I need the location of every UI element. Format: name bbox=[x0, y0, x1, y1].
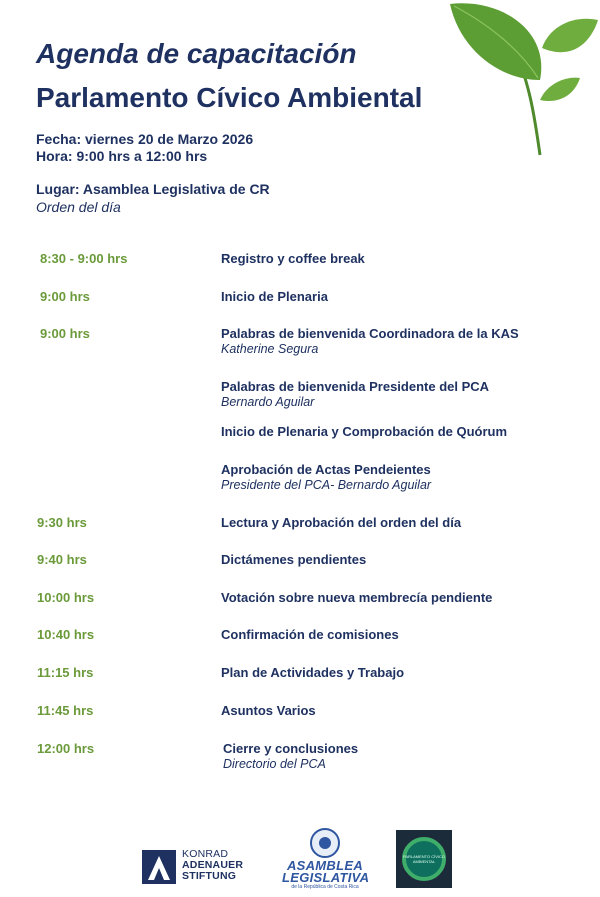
event-date: Fecha: viernes 20 de Marzo 2026 bbox=[36, 131, 254, 147]
agenda-activity-title: Palabras de bienvenida Presidente del PCA bbox=[221, 379, 490, 394]
page-subtitle: Parlamento Cívico Ambiental bbox=[36, 82, 423, 113]
agenda-activity: Votación sobre nueva membrecía pendiente bbox=[221, 590, 493, 605]
kas-logo-mark bbox=[142, 850, 176, 884]
asamblea-seal-icon bbox=[310, 828, 340, 858]
leaves-decoration bbox=[440, 0, 600, 160]
kas-logo bbox=[142, 850, 254, 886]
agenda-activity: Registro y coffee break bbox=[221, 251, 365, 266]
pca-logo-text: PARLAMENTO CÍVICO AMBIENTAL bbox=[402, 854, 446, 864]
agenda-time: 9:00 hrs bbox=[40, 326, 90, 341]
agenda-activity: Inicio de Plenaria y Comprobación de Quórum bbox=[221, 424, 508, 439]
page-title: Agenda de capacitación bbox=[36, 38, 357, 69]
agenda-speaker: Katherine Segura bbox=[221, 342, 319, 356]
kas-logo-text: KONRAD ADENAUER STIFTUNG bbox=[182, 848, 244, 882]
event-time: Hora: 9:00 hrs a 12:00 hrs bbox=[36, 148, 208, 164]
agenda-activity-title: Palabras de bienvenida Coordinadora de la KAS bbox=[221, 326, 519, 341]
agenda-time: 11:45 hrs bbox=[37, 703, 94, 718]
pca-logo bbox=[396, 830, 452, 888]
agenda-activity-title: Aprobación de Actas Pendeientes bbox=[221, 462, 431, 477]
agenda-time: 8:30 - 9:00 hrs bbox=[40, 251, 128, 266]
agenda-activity: Confirmación de comisiones bbox=[221, 627, 399, 642]
agenda-speaker: Presidente del PCA- Bernardo Aguilar bbox=[221, 478, 432, 492]
event-location: Lugar: Asamblea Legislativa de CR bbox=[36, 181, 270, 197]
asamblea-logo-sub: de la República de Costa Rica bbox=[291, 884, 359, 890]
agenda-activity: Plan de Actividades y Trabajo bbox=[221, 665, 405, 680]
agenda-activity: Asuntos Varios bbox=[221, 703, 316, 718]
agenda-time: 9:30 hrs bbox=[37, 515, 87, 530]
sponsor-logos bbox=[0, 826, 600, 892]
agenda-time: 11:15 hrs bbox=[37, 665, 94, 680]
agenda-activity: Dictámenes pendientes bbox=[221, 552, 367, 567]
agenda-activity bbox=[221, 379, 489, 409]
agenda-activity: Inicio de Plenaria bbox=[221, 289, 328, 304]
agenda-speaker: Directorio del PCA bbox=[223, 757, 326, 771]
asamblea-logo bbox=[282, 828, 368, 892]
asamblea-logo-name: ASAMBLEA LEGISLATIVA bbox=[282, 858, 370, 885]
agenda-time: 9:40 hrs bbox=[37, 552, 87, 567]
agenda-time: 10:00 hrs bbox=[37, 590, 95, 605]
agenda-time: 12:00 hrs bbox=[37, 741, 95, 756]
agenda-activity bbox=[221, 326, 519, 356]
agenda-activity bbox=[221, 462, 431, 492]
agenda-heading: Orden del día bbox=[36, 199, 121, 215]
agenda-activity bbox=[223, 741, 358, 771]
agenda-speaker: Bernardo Aguilar bbox=[221, 395, 315, 409]
agenda-activity: Lectura y Aprobación del orden del día bbox=[221, 515, 462, 530]
agenda-time: 9:00 hrs bbox=[40, 289, 90, 304]
agenda-activity-title: Cierre y conclusiones bbox=[223, 741, 359, 756]
agenda-time: 10:40 hrs bbox=[37, 627, 95, 642]
